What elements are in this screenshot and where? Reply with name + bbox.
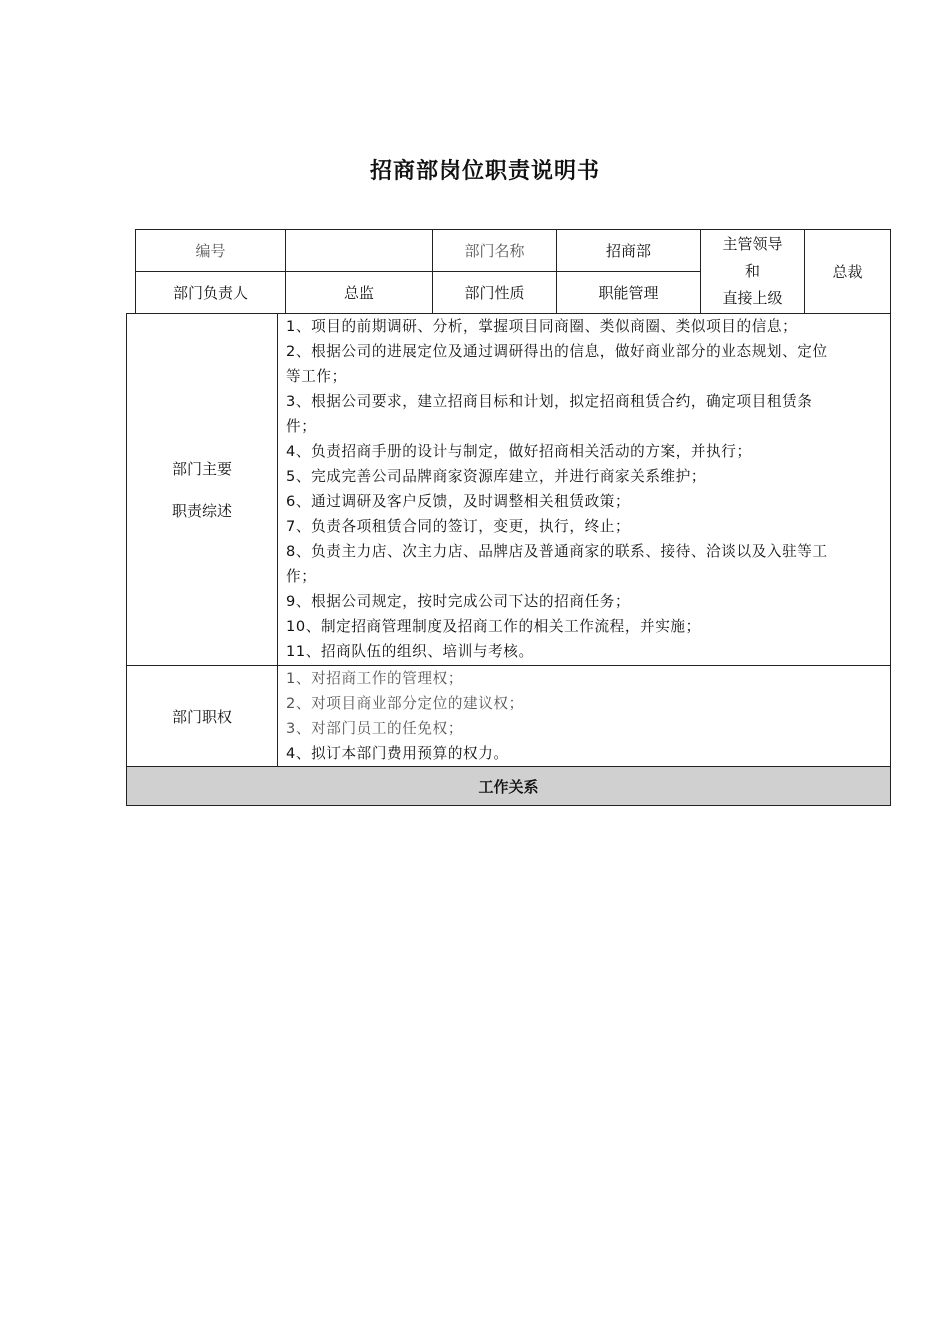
supervisor-label-line-1: 主管领导: [722, 235, 783, 253]
rights-list: [286, 666, 886, 766]
duty-line: 件；: [286, 418, 317, 435]
supervisor-label-line-2: 和: [744, 262, 760, 280]
code-value: [286, 230, 432, 271]
supervisor-label-line-3: 直接上级: [722, 289, 783, 307]
duty-line: 5、完成完善公司品牌商家资源库建立，并进行商家关系维护；: [286, 468, 707, 485]
dept-name-label: 部门名称: [464, 242, 525, 260]
duty-line: 6、通过调研及客户反馈，及时调整相关租赁政策；: [286, 493, 631, 510]
head-value: 总监: [343, 284, 374, 302]
rights-label: 部门职权: [171, 707, 232, 726]
work-relations-band: 工作关系: [126, 766, 891, 806]
duty-line: 11、招商队伍的组织、培训与考核。: [286, 643, 534, 660]
duties-label-line-1: 部门主要: [171, 459, 232, 478]
duty-line: 2、根据公司的进展定位及通过调研得出的信息，做好商业部分的业态规划、定位: [286, 343, 828, 360]
duty-line: 7、负责各项租赁合同的签订，变更，执行，终止；: [286, 518, 631, 535]
dept-nature-label: 部门性质: [464, 284, 525, 302]
right-line: 3、对部门员工的任免权；: [286, 720, 464, 737]
dept-nature-value: 职能管理: [598, 284, 659, 302]
duties-label-line-2: 职责综述: [171, 501, 232, 520]
duties-list: [286, 314, 886, 664]
duty-line: 作；: [286, 568, 317, 585]
right-line: 2、对项目商业部分定位的建议权；: [286, 695, 524, 712]
duties-label: [127, 314, 277, 665]
duty-line: 1、项目的前期调研、分析，掌握项目同商圈、类似商圈、类似项目的信息；: [286, 318, 798, 335]
supervisor-value: 总裁: [832, 263, 863, 281]
right-line: 4、拟订本部门费用预算的权力。: [286, 745, 509, 762]
duty-line: 9、根据公司规定，按时完成公司下达的招商任务；: [286, 593, 631, 610]
code-label: 编号: [195, 242, 226, 260]
dept-name-value: 招商部: [605, 242, 651, 260]
duty-line: 8、负责主力店、次主力店、品牌店及普通商家的联系、接待、洽谈以及入驻等工: [286, 543, 828, 560]
right-line: 1、对招商工作的管理权；: [286, 670, 464, 687]
duty-line: 4、负责招商手册的设计与制定，做好招商相关活动的方案，并执行；: [286, 443, 752, 460]
duty-line: 10、制定招商管理制度及招商工作的相关工作流程，并实施；: [286, 618, 701, 635]
supervisor-label: [701, 230, 804, 313]
duty-line: 等工作；: [286, 368, 347, 385]
duty-line: 3、根据公司要求，建立招商目标和计划，拟定招商租赁合约，确定项目租赁条: [286, 393, 813, 410]
document-title: 招商部岗位职责说明书: [369, 158, 600, 184]
head-label: 部门负责人: [172, 284, 248, 302]
